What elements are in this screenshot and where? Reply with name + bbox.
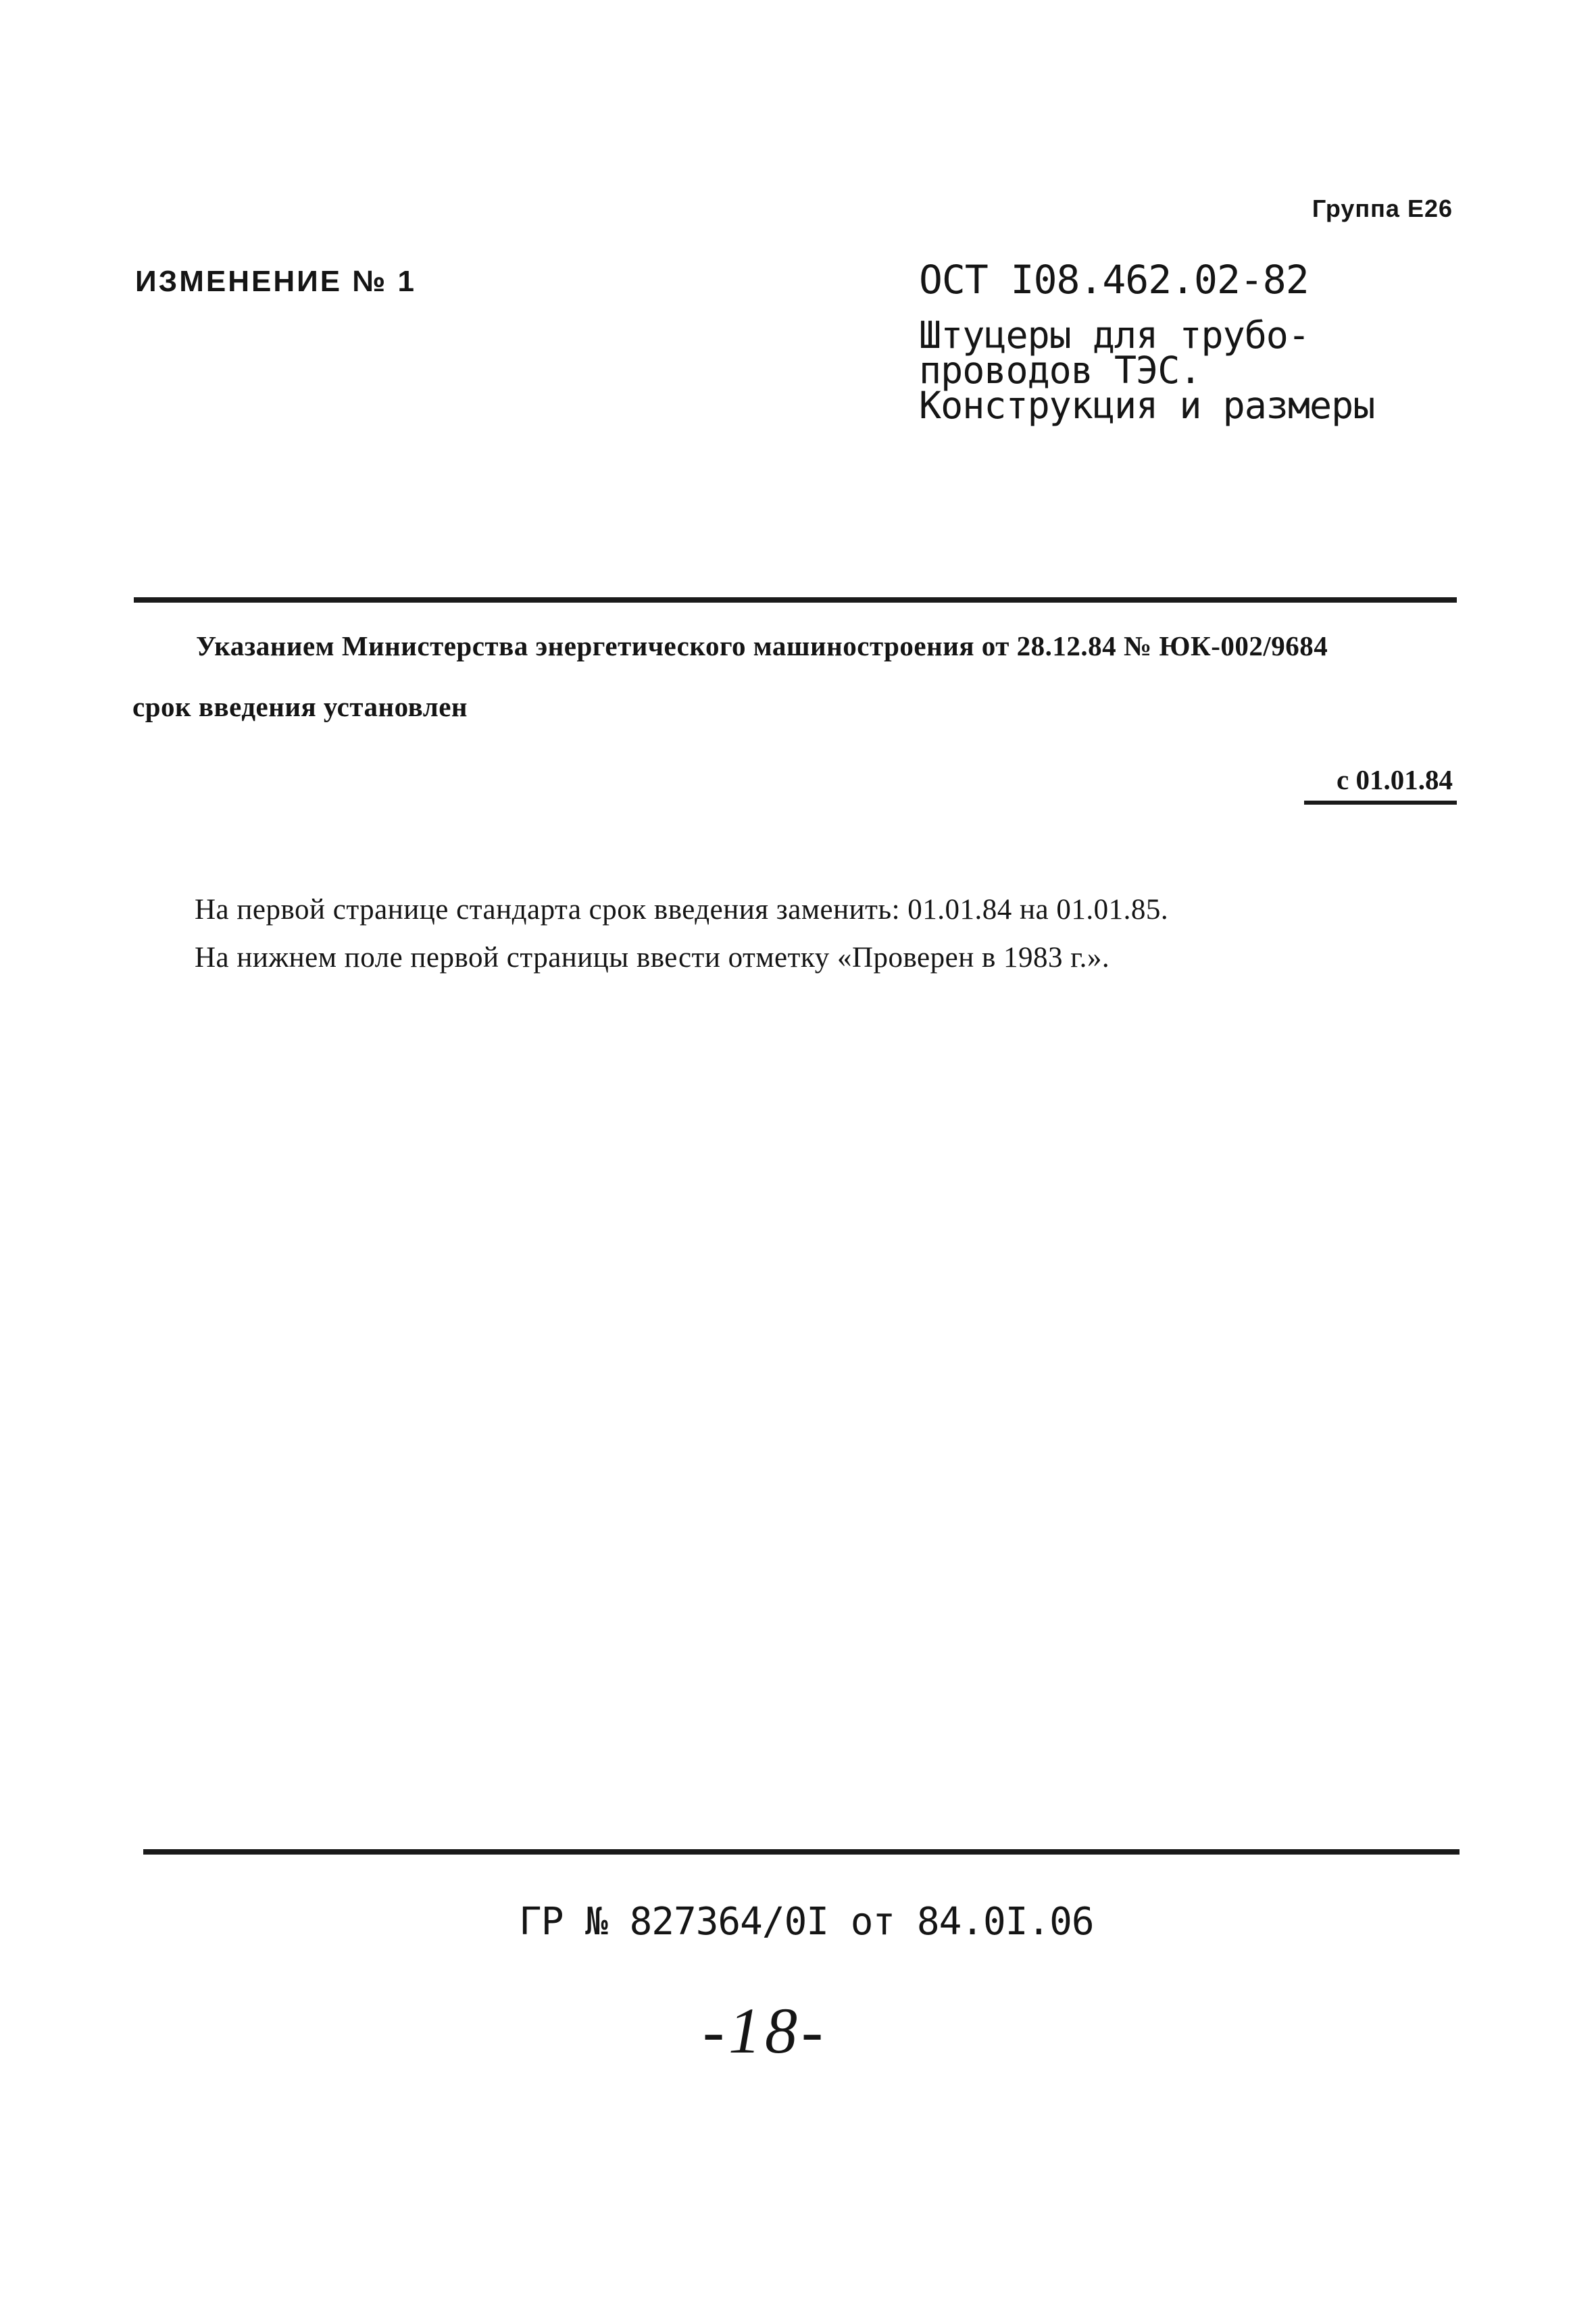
standard-number: ОСТ I08.462.02-82 xyxy=(919,257,1309,303)
term-statement: срок введения установлен xyxy=(132,691,468,722)
decree-text: Указанием Министерства энергетического машиностроения от 28.12.84 № ЮК-002/9684 xyxy=(196,630,1328,661)
top-divider xyxy=(134,597,1457,603)
effective-date: с 01.01.84 xyxy=(1337,764,1453,795)
page-number: -18- xyxy=(703,1994,827,2067)
standard-title: Штуцеры для трубо- проводов ТЭС. Конструкция и размеры xyxy=(919,313,1375,427)
body-line-2: На нижнем поле первой страницы ввести отметку «Проверен в 1983 г.». xyxy=(195,942,1110,974)
body-line-1: На первой странице стандарта срок введения заменить: 01.01.84 на 01.01.85. xyxy=(195,894,1169,926)
registry-number: ГР № 827364/0I от 84.0I.06 xyxy=(519,1900,1094,1944)
date-underline xyxy=(1304,801,1457,805)
group-label: Группа Е26 xyxy=(1312,195,1453,222)
change-number-heading: ИЗМЕНЕНИЕ № 1 xyxy=(135,265,417,298)
bottom-divider xyxy=(143,1849,1460,1855)
